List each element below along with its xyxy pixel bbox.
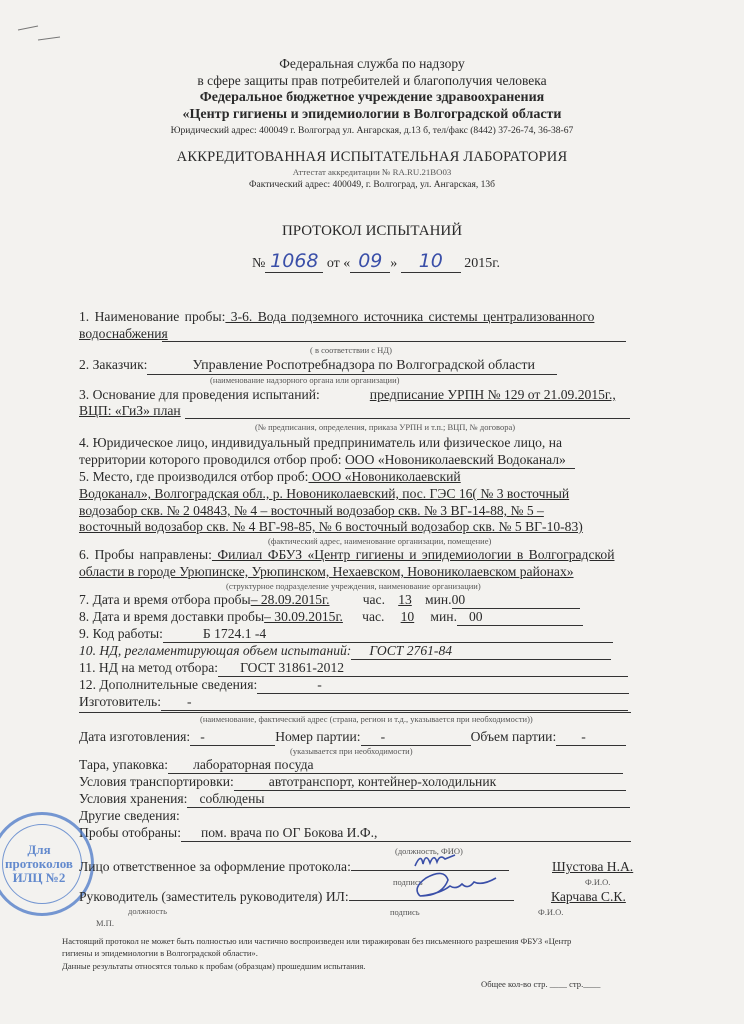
place: ООО «Новониколаевский — [308, 469, 461, 484]
delivery-minute: 00 — [457, 609, 583, 626]
sent-to-2: области в городе Урюпинске, Урюпинском, Нехаевском, Новониколаевском районах» — [79, 564, 574, 579]
label: Лицо ответственное за оформление протокола: — [79, 859, 351, 874]
sign-label: подпись — [393, 877, 423, 887]
institution-name-2: «Центр гигиены и эпидемиологии в Волгоградской области — [182, 107, 562, 122]
institution-name: Федеральное бюджетное учреждение здравоохранения — [199, 90, 545, 105]
customer: Управление Роспотребнадзора по Волгоградской области — [147, 358, 557, 375]
place-3: водозабор скв. № 2 04843, № 4 – восточный водозабор скв. № 3 ВГ-14-88, № 5 – — [79, 503, 544, 518]
signature-shustova — [415, 855, 455, 866]
lab-title: АККРЕДИТОВАННАЯ ИСПЫТАТЕЛЬНАЯ ЛАБОРАТОРИЯ — [176, 149, 568, 165]
agency-name: Федеральная служба по надзору — [279, 56, 465, 71]
mp-label: М.П. — [96, 918, 114, 928]
made-date: - — [190, 729, 275, 746]
number-sign: № — [252, 256, 266, 271]
from-label: от « — [326, 256, 351, 271]
footer-note-2: гигиены и эпидемиологии в Волгоградской области». — [62, 948, 258, 958]
footer-note-1: Настоящий протокол не может быть полностью или частично воспроизведен или тиражирован без письменного разрешения ФБУЗ «Центр — [62, 936, 572, 946]
note: (№ предписания, определения, приказа УРПН и т.п.; ВЦП, № договора) — [255, 422, 516, 432]
attestat: Аттестат аккредитации № RA.RU.21ВО03 — [292, 167, 452, 177]
label: 11. НД на метод отбора: — [79, 660, 219, 675]
legal-entity: ООО «Новониколаевский Водоканал» — [345, 452, 575, 469]
label: час. — [362, 609, 385, 624]
tara-value: лабораторная посуда — [168, 757, 623, 774]
label: Условия транспортировки: — [79, 774, 234, 789]
label: 6. Пробы направлены: — [79, 547, 212, 562]
work-code: Б 1724.1 -4 — [163, 626, 613, 643]
label: мин. — [430, 609, 457, 624]
label: 10. НД, регламентирующая объем испытаний: — [79, 643, 352, 658]
label: 12. Дополнительные сведения: — [79, 677, 258, 692]
label: 1. Наименование пробы: — [79, 309, 226, 324]
legal-address: Юридический адрес: 400049 г. Волгоград ул. Ангарская, д.13 б, тел/факс (8442) 37-26-74, 36-38-67 — [170, 125, 574, 136]
quote-close: » — [390, 256, 398, 271]
test-standard: ГОСТ 2761-84 — [351, 643, 611, 660]
sampled-by-value: пом. врача по ОГ Бокова И.Ф., — [181, 825, 631, 842]
label: час. — [362, 592, 385, 607]
label: мин. — [425, 592, 452, 607]
storage-value: соблюдены — [187, 791, 630, 808]
fio-label: Ф.И.О. — [538, 907, 564, 917]
actual-address: Фактический адрес: 400049, г. Волгоград, ул. Ангарская, 13б — [249, 180, 495, 190]
page-count: Общее кол-во стр. ____ стр.____ — [481, 979, 601, 989]
place-4: восточный водозабор скв. № 4 ВГ-98-85, № 6 восточный водозабор скв. № 5 ВГ-10-83) — [79, 519, 583, 534]
label: 3. Основание для проведения испытаний: — [79, 387, 320, 402]
delivery-date: – 30.09.2015г. — [264, 609, 343, 624]
note: ( в соответствии с НД) — [310, 345, 392, 355]
sample-name: 3-6. Вода подземного источника системы централизованного — [225, 309, 595, 324]
transport-value: автотранспорт, контейнер-холодильник — [234, 774, 626, 791]
label: Тара, упаковка: — [79, 757, 169, 772]
sampling-date: – 28.09.2015г. — [250, 592, 330, 607]
basis: предписание УРПН № 129 от 21.09.2015г., — [369, 387, 616, 402]
delivery-hour: 10 — [400, 609, 415, 624]
sign-label: подпись — [390, 907, 420, 917]
sampling-hour: 13 — [398, 592, 412, 607]
label: Пробы отобраны: — [79, 825, 181, 840]
note: (наименование надзорного органа или организации) — [210, 375, 400, 385]
batch-volume: - — [556, 729, 626, 746]
protocol-month: 10 — [401, 250, 461, 273]
label: 5. Место, где производился отбор проб: — [79, 469, 309, 484]
additional-info: - — [257, 677, 629, 694]
label: Руководитель (заместитель руководителя) ИЛ: — [79, 889, 349, 904]
label: территории которого проводился отбор проб: — [79, 452, 342, 467]
note: (наименование, фактический адрес (страна, регион и т.д., указывается при необходимости)) — [200, 714, 533, 724]
other-info: Другие сведения: — [79, 808, 180, 823]
batch-number: - — [361, 729, 471, 746]
note: (должность, ФИО) — [395, 846, 463, 856]
label: 2. Заказчик: — [79, 357, 148, 372]
item-4: 4. Юридическое лицо, индивидуальный предприниматель или физическое лицо, на — [79, 435, 563, 450]
fio-label: Ф.И.О. — [585, 877, 611, 887]
basis-2: ВЦП: «ГиЗ» план — [79, 403, 181, 418]
footer-note-3: Данные результаты относятся только к пробам (образцам) прошедшим испытания. — [62, 961, 366, 971]
label: Номер партии: — [275, 729, 361, 744]
responsible-name: Шустова Н.А. — [552, 859, 634, 874]
sampling-standard: ГОСТ 31861-2012 — [218, 660, 628, 677]
note: (фактический адрес, наименование организации, помещение) — [268, 536, 492, 546]
signature-karchava — [417, 873, 496, 896]
label: Изготовитель: — [79, 694, 162, 709]
note: (структурное подразделение учреждения, наименование организации) — [226, 581, 481, 591]
note: (указывается при необходимости) — [290, 746, 413, 756]
sampling-minute: 00 — [452, 592, 580, 609]
sample-name-2: водоснабжения — [79, 326, 168, 341]
protocol-year: 2015г. — [464, 256, 500, 271]
protocol-number: 1068 — [265, 250, 323, 273]
protocol-title: ПРОТОКОЛ ИСПЫТАНИЙ — [281, 223, 463, 239]
label: 7. Дата и время отбора пробы — [79, 592, 251, 607]
label: Объем партии: — [470, 729, 557, 744]
agency-name-2: в сфере защиты прав потребителей и благополучия человека — [197, 73, 547, 88]
stamp-text: Для протоколов ИЛЦ №2 — [5, 842, 73, 885]
position-label: должность — [128, 906, 167, 916]
place-2: Водоканал», Волгоградская обл., р. Новониколаевский, пос. ГЭС 16( № 3 восточный — [79, 486, 570, 501]
label: 8. Дата и время доставки пробы — [79, 609, 265, 624]
maker-value: - — [161, 694, 628, 711]
label: Дата изготовления: — [79, 729, 191, 744]
label: 9. Код работы: — [79, 626, 163, 641]
label: Условия хранения: — [79, 791, 188, 806]
protocol-day: 09 — [350, 250, 390, 273]
sent-to: Филиал ФБУЗ «Центр гигиены и эпидемиологии в Волгоградской — [211, 547, 615, 562]
head-name: Карчава С.К. — [551, 889, 626, 904]
corner-mark — [18, 26, 60, 40]
